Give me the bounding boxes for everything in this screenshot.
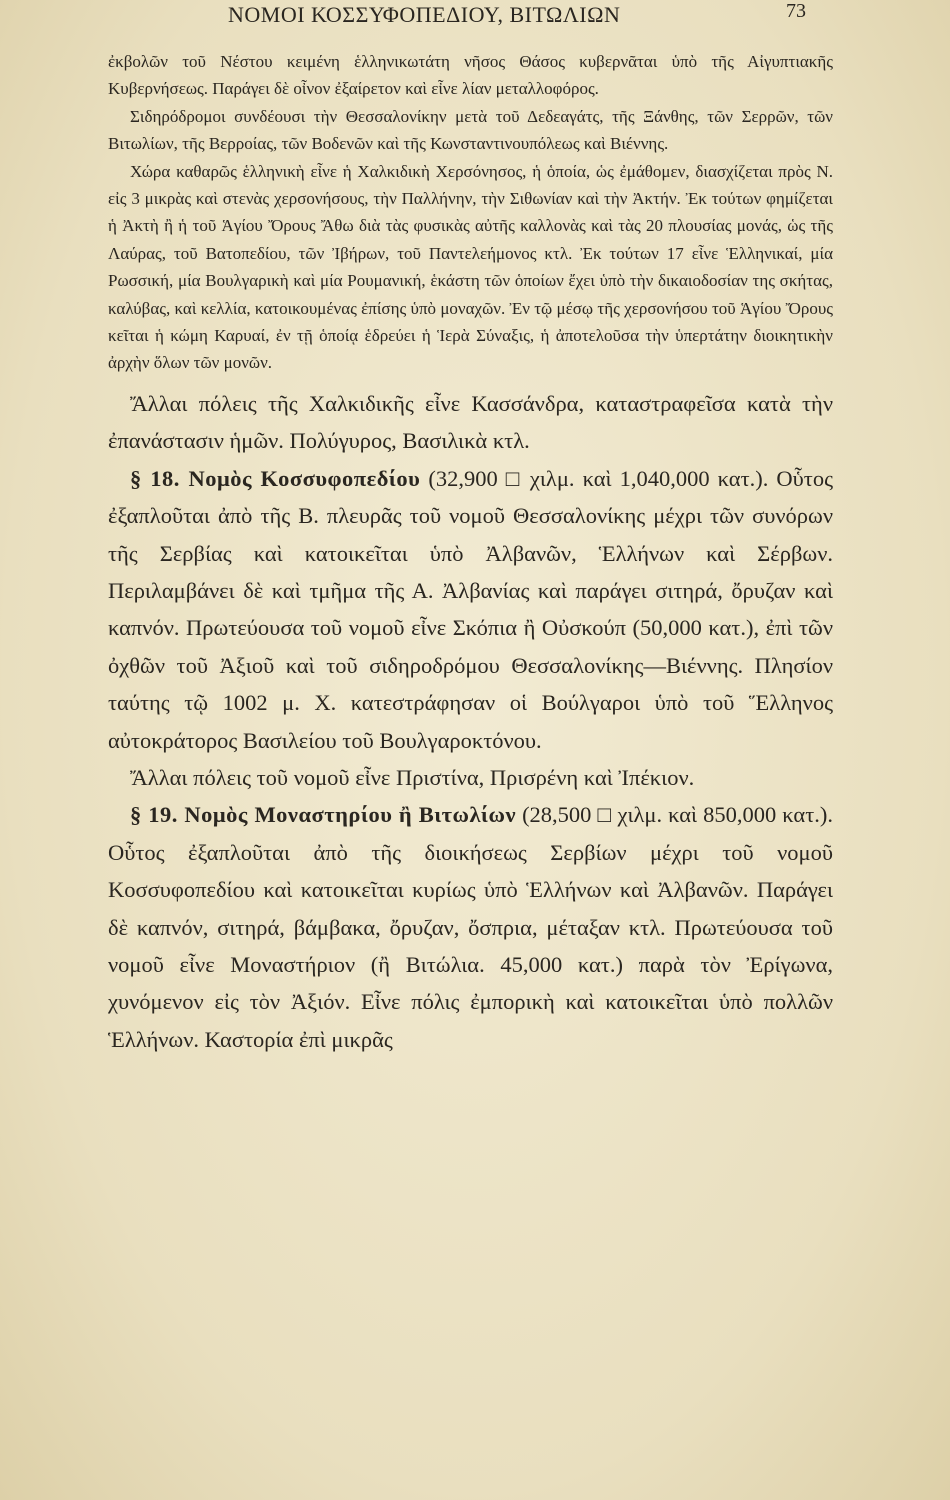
section-19-heading: § 19. Νομὸς Μοναστηρίου ἢ Βιτωλίων	[130, 802, 517, 828]
large-print-block	[108, 385, 833, 1058]
section-18-other-cities: Ἄλλαι πόλεις τοῦ νομοῦ εἶνε Πριστίνα, Πρισρένη καὶ Ἰπέκιον.	[130, 764, 695, 790]
section-18-text: (32,900 □ χιλμ. καὶ 1,040,000 κατ.). Οὗτος ἐξαπλοῦται ἀπὸ τῆς Β. πλευρᾶς τοῦ νομοῦ Θεσσαλονίκης μέχρι τῶν συνόρων τῆς Σερβίας καὶ κατοικεῖται ὑπὸ Ἀλβανῶν, Ἑλλήνων καὶ Σέρβων. Περιλαμβάνει δὲ καὶ τμῆμα τῆς Α. Ἀλβανίας καὶ παράγει σιτηρά, ὄρυζαν καὶ καπνόν. Πρωτεύουσα τοῦ νομοῦ εἶνε Σκόπια ἢ Οὐσκούπ (50,000 κατ.), ἐπὶ τῶν ὀχθῶν τοῦ Ἀξιοῦ καὶ τοῦ σιδηροδρόμου Θεσσαλονίκης—Βιέννης. Πλησίον ταύτης τῷ 1002 μ. Χ. κατεστράφησαν οἱ Βούλγαροι ὑπὸ τοῦ Ἕλληνος αὐτοκράτορος Βασιλείου τοῦ Βουλγαροκτόνου.	[108, 465, 834, 753]
section-18-heading: § 18. Νομὸς Κοσσυφοπεδίου	[130, 465, 421, 491]
paragraph-chalkidiki: Χώρα καθαρῶς ἑλληνικὴ εἶνε ἡ Χαλκιδικὴ Χερσόνησος, ἡ ὁποία, ὡς ἐμάθομεν, διασχίζεται πρὸς Ν. εἰς 3 μικρὰς καὶ στενὰς χερσονήσους, τὴν Παλλήνην, τὴν Σιθωνίαν καὶ τὴν Ἀκτήν. Ἐκ τούτων φημίζεται ἡ Ἀκτὴ ἢ ἡ τοῦ Ἁγίου Ὄρους Ἄθω διὰ τὰς φυσικὰς αὐτῆς καλλονὰς καὶ τὰς 20 πλουσίας μονάς, ὡς τῆς Λαύρας, τοῦ Βατοπεδίου, τῶν Ἰβήρων, τοῦ Παντελεήμονος κτλ. Ἐκ τούτων 17 εἶνε Ἑλληνικαί, μία Ρωσσική, μία Βουλγαρικὴ καὶ μία Ρουμανική, ἑκάστη τῶν ὁποίων ἔχει ὑπὸ τὴν δικαιοδοσίαν της σκήτας, καλύβας, καὶ κελλία, κατοικουμένας ἐπίσης ὑπὸ μοναχῶν. Ἐν τῷ μέσῳ τῆς χερσονήσου τοῦ Ἁγίου Ὄρους κεῖται ἡ κώμη Καρυαί, ἐν τῇ ὁποίᾳ ἑδρεύει ἡ Ἱερὰ Σύναξις, ἡ ἀποτελοῦσα τὴν ὑπερτάτην διοικητικὴν ἀρχὴν ὅλων τῶν μονῶν.	[108, 161, 833, 373]
paragraph-railways: Σιδηρόδρομοι συνδέουσι τὴν Θεσσαλονίκην μετὰ τοῦ Δεδεαγάτς, τῆς Ξάνθης, τῶν Σερρῶν, τῶν Βιτωλίων, τῆς Βερροίας, τῶν Βοδενῶν καὶ τῆς Κωνσταντινουπόλεως καὶ Βιέννης.	[108, 106, 833, 154]
section-19-text: (28,500 □ χιλμ. καὶ 850,000 κατ.). Οὗτος ἐξαπλοῦται ἀπὸ τῆς διοικήσεως Σερβίων μέχρι τοῦ νομοῦ Κοσσυφοπεδίου καὶ κατοικεῖται κυρίως ὑπὸ Ἑλλήνων καὶ Ἀλβανῶν. Παράγει δὲ καπνόν, σιτηρά, βάμβακα, ὄρυζαν, ὄσπρια, μέταξαν κτλ. Πρωτεύουσα τοῦ νομοῦ εἶνε Μοναστήριον (ἢ Βιτώλια. 45,000 κατ.) παρὰ τὸν Ἐρίγωνα, χυνόμενον εἰς τὸν Ἀξιόν. Εἶνε πόλις ἐμπορικὴ καὶ κατοικεῖται ὑπὸ πολλῶν Ἑλλήνων. Καστορία ἐπὶ μικρᾶς	[108, 802, 834, 1052]
running-title: ΝΟΜΟΙ ΚΟΣΣΥΦΟΠΕΔΙΟΥ, ΒΙΤΩΛΙΩΝ	[228, 2, 621, 27]
small-print-block	[108, 48, 833, 377]
paragraph-other-cities-chalkidiki: Ἄλλαι πόλεις τῆς Χαλκιδικῆς εἶνε Κασσάνδρα, καταστραφεῖσα κατὰ τὴν ἐπανάστασιν ἡμῶν. Πολύγυρος, Βασιλικὰ κτλ.	[108, 390, 833, 454]
paragraph-thasos: ἐκβολῶν τοῦ Νέστου κειμένη ἑλληνικωτάτη νῆσος Θάσος κυβερνᾶται ὑπὸ τῆς Αἰγυπτιακῆς Κυβερνήσεως. Παράγει δὲ οἶνον ἐξαίρετον καὶ εἶνε λίαν μεταλλοφόρος.	[108, 52, 833, 99]
section-18	[108, 460, 833, 759]
page-header	[0, 0, 950, 40]
page-body	[108, 48, 833, 1058]
page-number: 73	[786, 0, 806, 22]
section-19	[108, 796, 833, 1058]
